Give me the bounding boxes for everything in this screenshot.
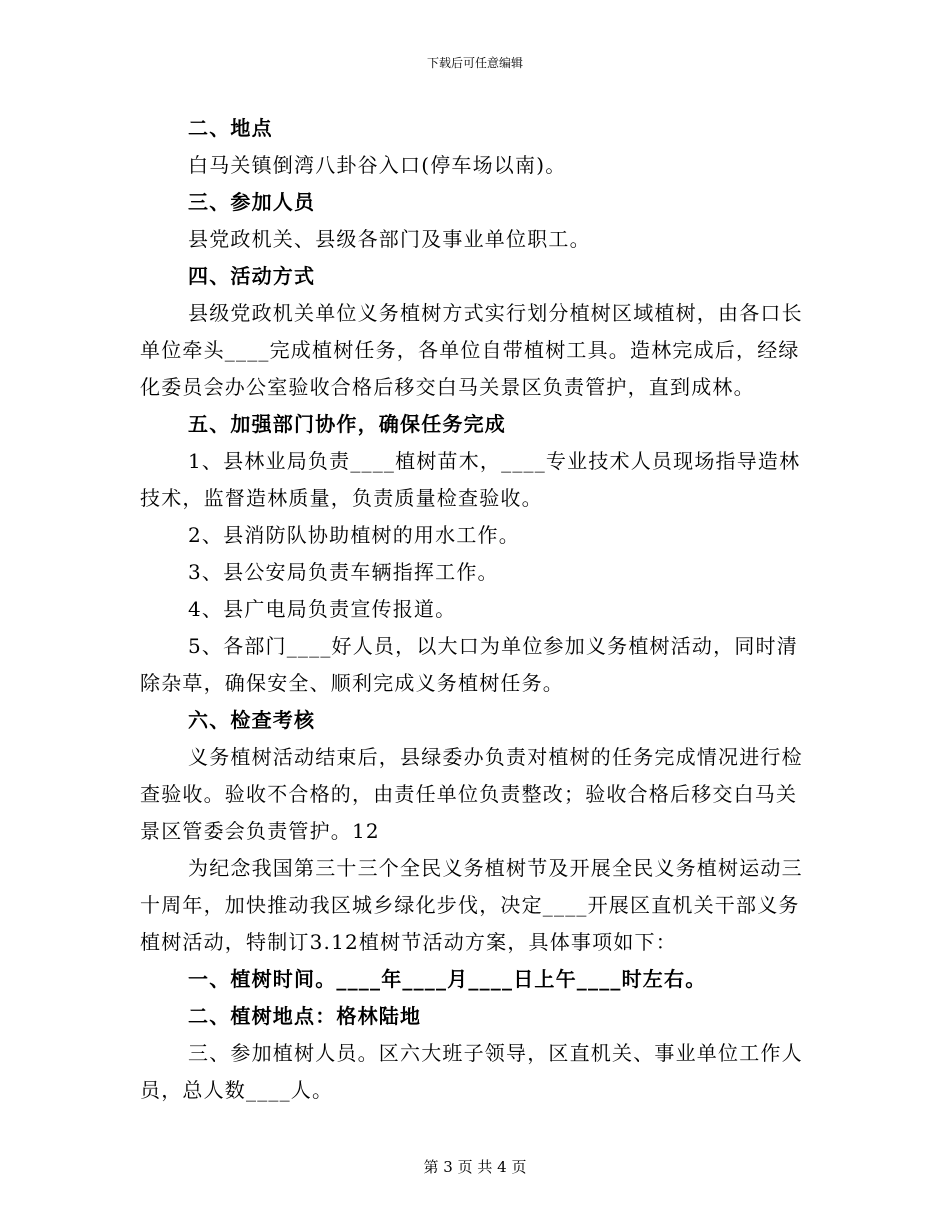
heading-inspection: 六、检查考核 [188,708,316,732]
paragraph-activity-mode: 县级党政机关单位义务植树方式实行划分植树区域植树，由各口长单位牵头____完成植树任务，各单位自带植树工具。造林完成后，经绿化委员会办公室验收合格后移交白马关景区负责管护，直到成林。 [140,301,803,399]
paragraph-location: 白马关镇倒湾八卦谷入口(停车场以南)。 [188,153,567,177]
heading-participants: 三、参加人员 [188,190,316,214]
paragraph-planting-staff: 三、参加植树人员。区六大班子领导，区直机关、事业单位工作人员，总人数____人。 [140,1041,803,1102]
list-item: 1、县林业局负责____植树苗木，____专业技术人员现场指导造林技术，监督造林质量，负责质量检查验收。 [140,449,801,510]
heading-planting-place: 二、植树地点：格林陆地 [188,1004,422,1028]
document-body [140,110,810,1109]
list-item: 3、县公安局负责车辆指挥工作。 [188,560,499,584]
list-item: 5、各部门____好人员，以大口为单位参加义务植树活动，同时清除杂草，确保安全、顺利完成义务植树任务。 [140,634,798,695]
heading-planting-time: 一、植树时间。____年____月____日上午____时左右。 [188,967,707,991]
paragraph-inspection: 义务植树活动结束后，县绿委办负责对植树的任务完成情况进行检查验收。验收不合格的，由责任单位负责整改；验收合格后移交白马关景区管委会负责管护。12 [140,745,803,843]
page-footer: 第 3 页 共 4 页 [423,1158,527,1176]
page-header: 下载后可任意编辑 [426,56,523,70]
paragraph-intro: 为纪念我国第三十三个全民义务植树节及开展全民义务植树运动三十周年，加快推动我区城乡绿化步伐，决定____开展区直机关干部义务植树活动，特制订3.12植树节活动方案，具体事项如下： [140,856,803,954]
list-item: 4、县广电局负责宣传报道。 [188,597,457,621]
heading-cooperation: 五、加强部门协作，确保任务完成 [188,412,506,436]
heading-activity-mode: 四、活动方式 [188,264,316,288]
paragraph-participants: 县党政机关、县级各部门及事业单位职工。 [188,227,591,251]
heading-location: 二、地点 [188,116,273,140]
list-item: 2、县消防队协助植树的用水工作。 [188,523,520,547]
